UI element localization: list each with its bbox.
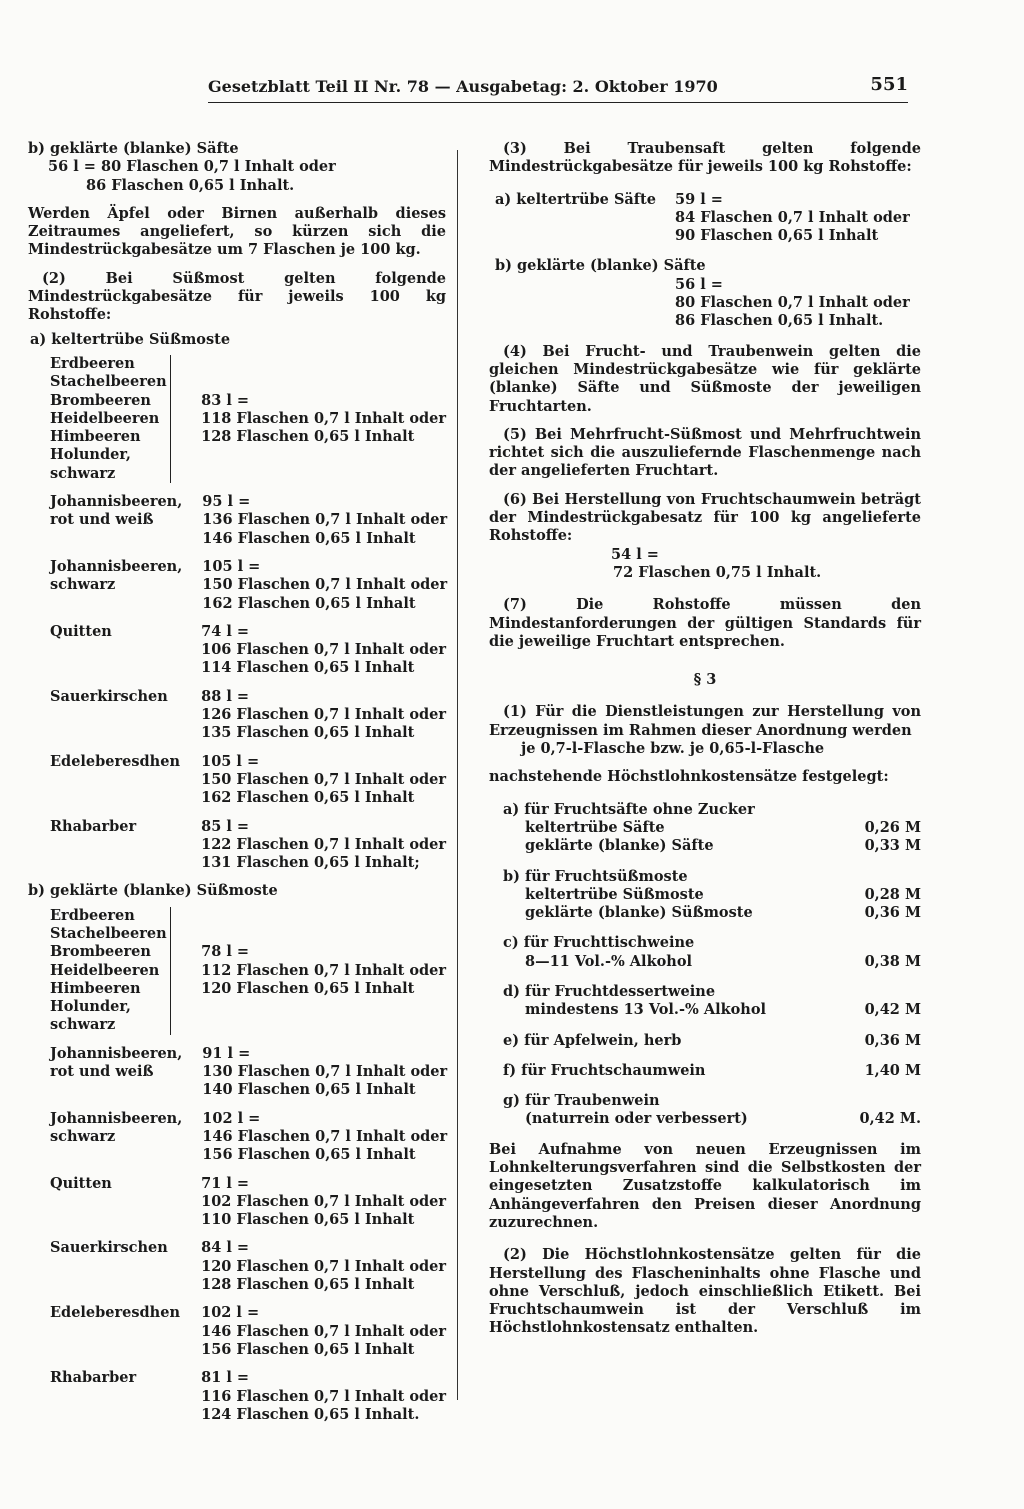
amount-line: 80 Flaschen 0,7 l Inhalt oder [675,294,910,312]
fruit-entry [28,688,446,743]
item-amounts [489,276,921,331]
amount-line: 156 Flaschen 0,65 l Inhalt [202,1146,416,1164]
rate-value: 0,42 M [864,1001,921,1019]
paragraph: (2) Die Höchstlohnkostensätze gelten für die Herstellung des Flascheninhalts ohne Flasche und ohne Verschluß, jedoch einschließlich Etikett. Bei Fruchtschaumwein ist der Verschluß im Höchstlohnkostensatz enthalten. [489,1246,921,1337]
paragraph: (5) Bei Mehrfrucht-Süßmost und Mehrfruchtwein richtet sich die auszuliefernde Flaschenmenge nach der angelieferten Fruchtart. [489,425,921,480]
amount-line: 102 l = [202,1109,261,1127]
rate-sub-label: mindestens 13 Vol.-% Alkohol [525,1001,767,1019]
amount-line: 105 l = [201,752,260,770]
fruit-group [28,907,446,1035]
text-line: 56 l = 80 Flaschen 0,7 l Inhalt oder [48,158,336,176]
fruit-amounts [182,558,447,613]
fruit-names [28,558,182,613]
rate-item [489,801,921,856]
fruit-name: schwarz [50,1016,116,1034]
fruit-names [28,1239,181,1294]
amount-line: 162 Flaschen 0,65 l Inhalt [202,594,416,612]
subsection-heading: a) keltertrübe Süßmoste [30,330,231,348]
fruit-entry [28,1045,446,1100]
paragraph: (2) Bei Süßmost gelten folgende Mindestrückgabesätze für jeweils 100 kg Rohstoffe: [28,269,446,324]
amount-line: 116 Flaschen 0,7 l Inhalt oder [201,1387,446,1405]
amount-line: 95 l = [202,493,251,511]
amount-line: 150 Flaschen 0,7 l Inhalt oder [201,770,446,788]
rate-label: e) für Apfelwein, herb [503,1031,682,1049]
fruit-group [28,355,446,483]
rate-value: 0,36 M [864,904,921,922]
subsection-heading: b) geklärte (blanke) Säfte [28,140,239,157]
rate-item [489,1062,921,1080]
paragraph: (6) Bei Herstellung von Fruchtschaumwein beträgt der Mindestrückgabesatz für 100 kg angelieferte Rohstoffe: [489,490,921,545]
fruit-name: Sauerkirschen [50,1239,168,1257]
fruit-name: Rhabarber [50,1369,137,1387]
rate-sub-label: (naturrein oder verbessert) [525,1110,748,1128]
section-heading: § 3 [693,671,717,689]
fruit-amounts [181,1304,446,1359]
rate-sub-label: keltertrübe Süßmoste [525,885,704,903]
rate-value: 0,28 M [864,885,921,903]
rate-value [859,934,921,952]
amount-line: 124 Flaschen 0,65 l Inhalt. [201,1405,420,1423]
amount-line: 112 Flaschen 0,7 l Inhalt oder [201,961,446,979]
paragraph: Werden Äpfel oder Birnen außerhalb dieses Zeitraumes angeliefert, so kürzen sich die Mindestrückgabesätze um 7 Flaschen je 100 kg. [28,204,446,259]
item-amounts [675,191,910,246]
amount-line: 84 l = [201,1239,250,1257]
fruit-names [28,355,171,483]
fruit-list [28,493,446,872]
rate-value [859,1092,921,1110]
fruit-name: rot und weiß [50,1063,154,1081]
amount-line: 126 Flaschen 0,7 l Inhalt oder [201,706,446,724]
amount-line: 130 Flaschen 0,7 l Inhalt oder [202,1063,448,1081]
fruit-entry [28,493,446,548]
page-number: 551 [870,74,908,95]
fruit-amounts [185,392,446,447]
amount-line: 120 Flaschen 0,65 l Inhalt [201,979,415,997]
rate-label: d) für Fruchtdessertweine [503,982,716,1000]
fruit-amounts [181,1175,446,1230]
amount-line: 114 Flaschen 0,65 l Inhalt [201,659,415,677]
fruit-names [28,1304,181,1359]
fruit-name: Johannisbeeren, [50,557,183,575]
fruit-name: Erdbeeren [50,354,135,372]
rate-label: c) für Fruchttischweine [503,934,695,952]
fruit-names [28,1110,182,1165]
amount-line: 128 Flaschen 0,65 l Inhalt [201,428,415,446]
column-divider [457,150,458,1400]
amount-line: 146 Flaschen 0,7 l Inhalt oder [202,1127,448,1145]
text-line: 72 Flaschen 0,75 l Inhalt. [613,563,822,581]
fruit-amounts [181,1369,446,1424]
fruit-name: Edeleberesdhen [50,752,180,770]
amount-line: 106 Flaschen 0,7 l Inhalt oder [201,641,446,659]
amount-line: 150 Flaschen 0,7 l Inhalt oder [202,576,448,594]
fruit-name: schwarz [50,576,116,594]
amount-line: 56 l = [675,275,723,293]
paragraph: Bei Aufnahme von neuen Erzeugnissen im Lohnkelterungsverfahren sind die Selbstkosten der eingesetzten Zusatzstoffe kalkulatorisch im Anhängeverfahren den Preisen dieser Anordnung zuzurechnen. [489,1140,921,1231]
amount-line: 78 l = [201,943,250,961]
amount-line: 136 Flaschen 0,7 l Inhalt oder [202,511,448,529]
amount-line: 59 l = [675,190,723,208]
amount-line: 110 Flaschen 0,65 l Inhalt [201,1211,415,1229]
rate-value: 0,36 M [864,1031,921,1049]
fruit-entry [28,1369,446,1424]
fruit-names [28,493,182,548]
fruit-amounts [181,688,446,743]
rate-value: 1,40 M [864,1061,921,1079]
fruit-name: Stachelbeeren [50,373,167,391]
fruit-names [28,753,181,808]
fruit-amounts [181,753,446,808]
fruit-name: Heidelbeeren [50,409,160,427]
rate-sub-label: geklärte (blanke) Süßmoste [525,904,753,922]
fruit-amounts [185,943,446,998]
fruit-name: Johannisbeeren, [50,1109,183,1127]
text-line: nachstehende Höchstlohnkostensätze festgelegt: [489,768,889,786]
fruit-names [28,1175,181,1230]
fruit-name: Heidelbeeren [50,961,160,979]
header-rule [208,102,908,103]
amount-line: 90 Flaschen 0,65 l Inhalt [675,227,879,245]
fruit-names [28,1369,181,1424]
fruit-name: Johannisbeeren, [50,493,183,511]
amount-line: 162 Flaschen 0,65 l Inhalt [201,789,415,807]
item-label: b) geklärte (blanke) Säfte [495,257,706,275]
fruit-entry [28,1239,446,1294]
rate-label: f) für Fruchtschaumwein [503,1061,706,1079]
fruit-name: rot und weiß [50,511,154,529]
traubensaft-b [489,257,921,330]
fruit-amounts [181,1239,446,1294]
rate-item [489,934,921,971]
fruit-names [28,907,171,1035]
amount-line: 102 Flaschen 0,7 l Inhalt oder [201,1192,446,1210]
rate-label: b) für Fruchtsüßmoste [503,867,688,885]
rate-item [489,868,921,923]
fruit-name: Rhabarber [50,817,137,835]
rate-value: 0,26 M [864,818,921,836]
fruit-name: schwarz [50,464,116,482]
fruit-name: Erdbeeren [50,906,135,924]
amount-line: 135 Flaschen 0,65 l Inhalt [201,724,415,742]
fruit-name: Sauerkirschen [50,687,168,705]
fruit-list [28,1045,446,1424]
fruit-names [28,623,181,678]
rate-sub-label: 8—11 Vol.-% Alkohol [525,952,693,970]
rate-value [859,868,921,886]
right-column [489,140,921,1338]
fruit-amounts [182,493,447,548]
fruit-entry [28,558,446,613]
fruit-name: Quitten [50,622,112,640]
fruit-name: Himbeeren [50,428,141,446]
amount-line: 118 Flaschen 0,7 l Inhalt oder [201,409,446,427]
amount-line: 71 l = [201,1174,250,1192]
fruit-entry [28,623,446,678]
amount-line: 122 Flaschen 0,7 l Inhalt oder [201,835,446,853]
fruit-name: Johannisbeeren, [50,1044,183,1062]
fruit-entry [28,818,446,873]
amount-line: 88 l = [201,687,250,705]
page-header [208,74,908,102]
fruit-names [28,1045,182,1100]
amount-line: 146 Flaschen 0,7 l Inhalt oder [201,1322,446,1340]
amount-line: 74 l = [201,622,250,640]
fruit-entry [28,1110,446,1165]
amount-line: 120 Flaschen 0,7 l Inhalt oder [201,1257,446,1275]
text-line: 54 l = [611,545,659,563]
rate-value: 0,33 M [864,837,921,855]
rate-sub-label: keltertrübe Säfte [525,818,665,836]
rate-label: g) für Traubenwein [503,1092,660,1110]
traubensaft-a [489,191,921,246]
amount-line: 102 l = [201,1304,260,1322]
rate-value: 0,38 M [864,952,921,970]
rate-item [489,1092,921,1129]
fruit-names [28,818,181,873]
fruit-name: Quitten [50,1174,112,1192]
rate-list [489,801,921,1129]
amount-line: 140 Flaschen 0,65 l Inhalt [202,1081,416,1099]
fruit-amounts [182,1045,447,1100]
fruit-amounts [181,623,446,678]
paragraph: (4) Bei Frucht- und Traubenwein gelten die gleichen Mindestrückgabesätze wie für geklärte (blanke) Säfte und Süßmoste der jeweiligen Fruchtarten. [489,342,921,415]
fruit-amounts [182,1110,447,1165]
rate-label: a) für Fruchtsäfte ohne Zucker [503,800,755,818]
rate-sub-label: geklärte (blanke) Säfte [525,837,714,855]
amount-line: 128 Flaschen 0,65 l Inhalt [201,1276,415,1294]
paragraph: (1) Für die Dienstleistungen zur Herstellung von Erzeugnissen im Rahmen dieser Anordnung werden [489,703,921,739]
subsection-heading: b) geklärte (blanke) Süßmoste [28,882,278,900]
fruit-name: Holunder, [50,998,131,1016]
rate-item [489,1032,921,1050]
rate-value: 0,42 M. [859,1110,921,1128]
paragraph: (3) Bei Traubensaft gelten folgende Mindestrückgabesätze für jeweils 100 kg Rohstoffe: [489,140,921,176]
amount-line: 131 Flaschen 0,65 l Inhalt; [201,854,420,872]
amount-line: 156 Flaschen 0,65 l Inhalt [201,1340,415,1358]
fruit-name: Himbeeren [50,979,141,997]
fruit-amounts [181,818,446,873]
amount-line: 81 l = [201,1369,250,1387]
rate-value [859,983,921,1001]
fruit-name: schwarz [50,1127,116,1145]
fruit-names [28,688,181,743]
rate-value [859,801,921,819]
fruit-name: Stachelbeeren [50,924,167,942]
text-line: 86 Flaschen 0,65 l Inhalt. [86,176,295,194]
header-title: Gesetzblatt Teil II Nr. 78 — Ausgabetag: 2. Oktober 1970 [208,77,718,96]
amount-line: 105 l = [202,557,261,575]
amount-line: 86 Flaschen 0,65 l Inhalt. [675,312,884,330]
paragraph: (7) Die Rohstoffe müssen den Mindestanforderungen der gültigen Standards für die jeweilige Fruchtart entsprechen. [489,596,921,650]
fruit-name: Edeleberesdhen [50,1304,180,1322]
rate-item [489,983,921,1020]
amount-line: 84 Flaschen 0,7 l Inhalt oder [675,208,910,226]
left-column [28,140,446,1434]
amount-line: 83 l = [201,391,250,409]
fruit-entry [28,1175,446,1230]
text-line: je 0,7-l-Flasche bzw. je 0,65-l-Flasche [521,740,825,758]
fruit-entry [28,753,446,808]
amount-line: 91 l = [202,1044,251,1062]
fruit-entry [28,1304,446,1359]
amount-line: 146 Flaschen 0,65 l Inhalt [202,529,416,547]
item-label: a) keltertrübe Säfte [495,190,656,208]
fruit-name: Brombeeren [50,391,151,409]
fruit-name: Holunder, [50,446,131,464]
fruit-name: Brombeeren [50,943,151,961]
amount-line: 85 l = [201,817,250,835]
